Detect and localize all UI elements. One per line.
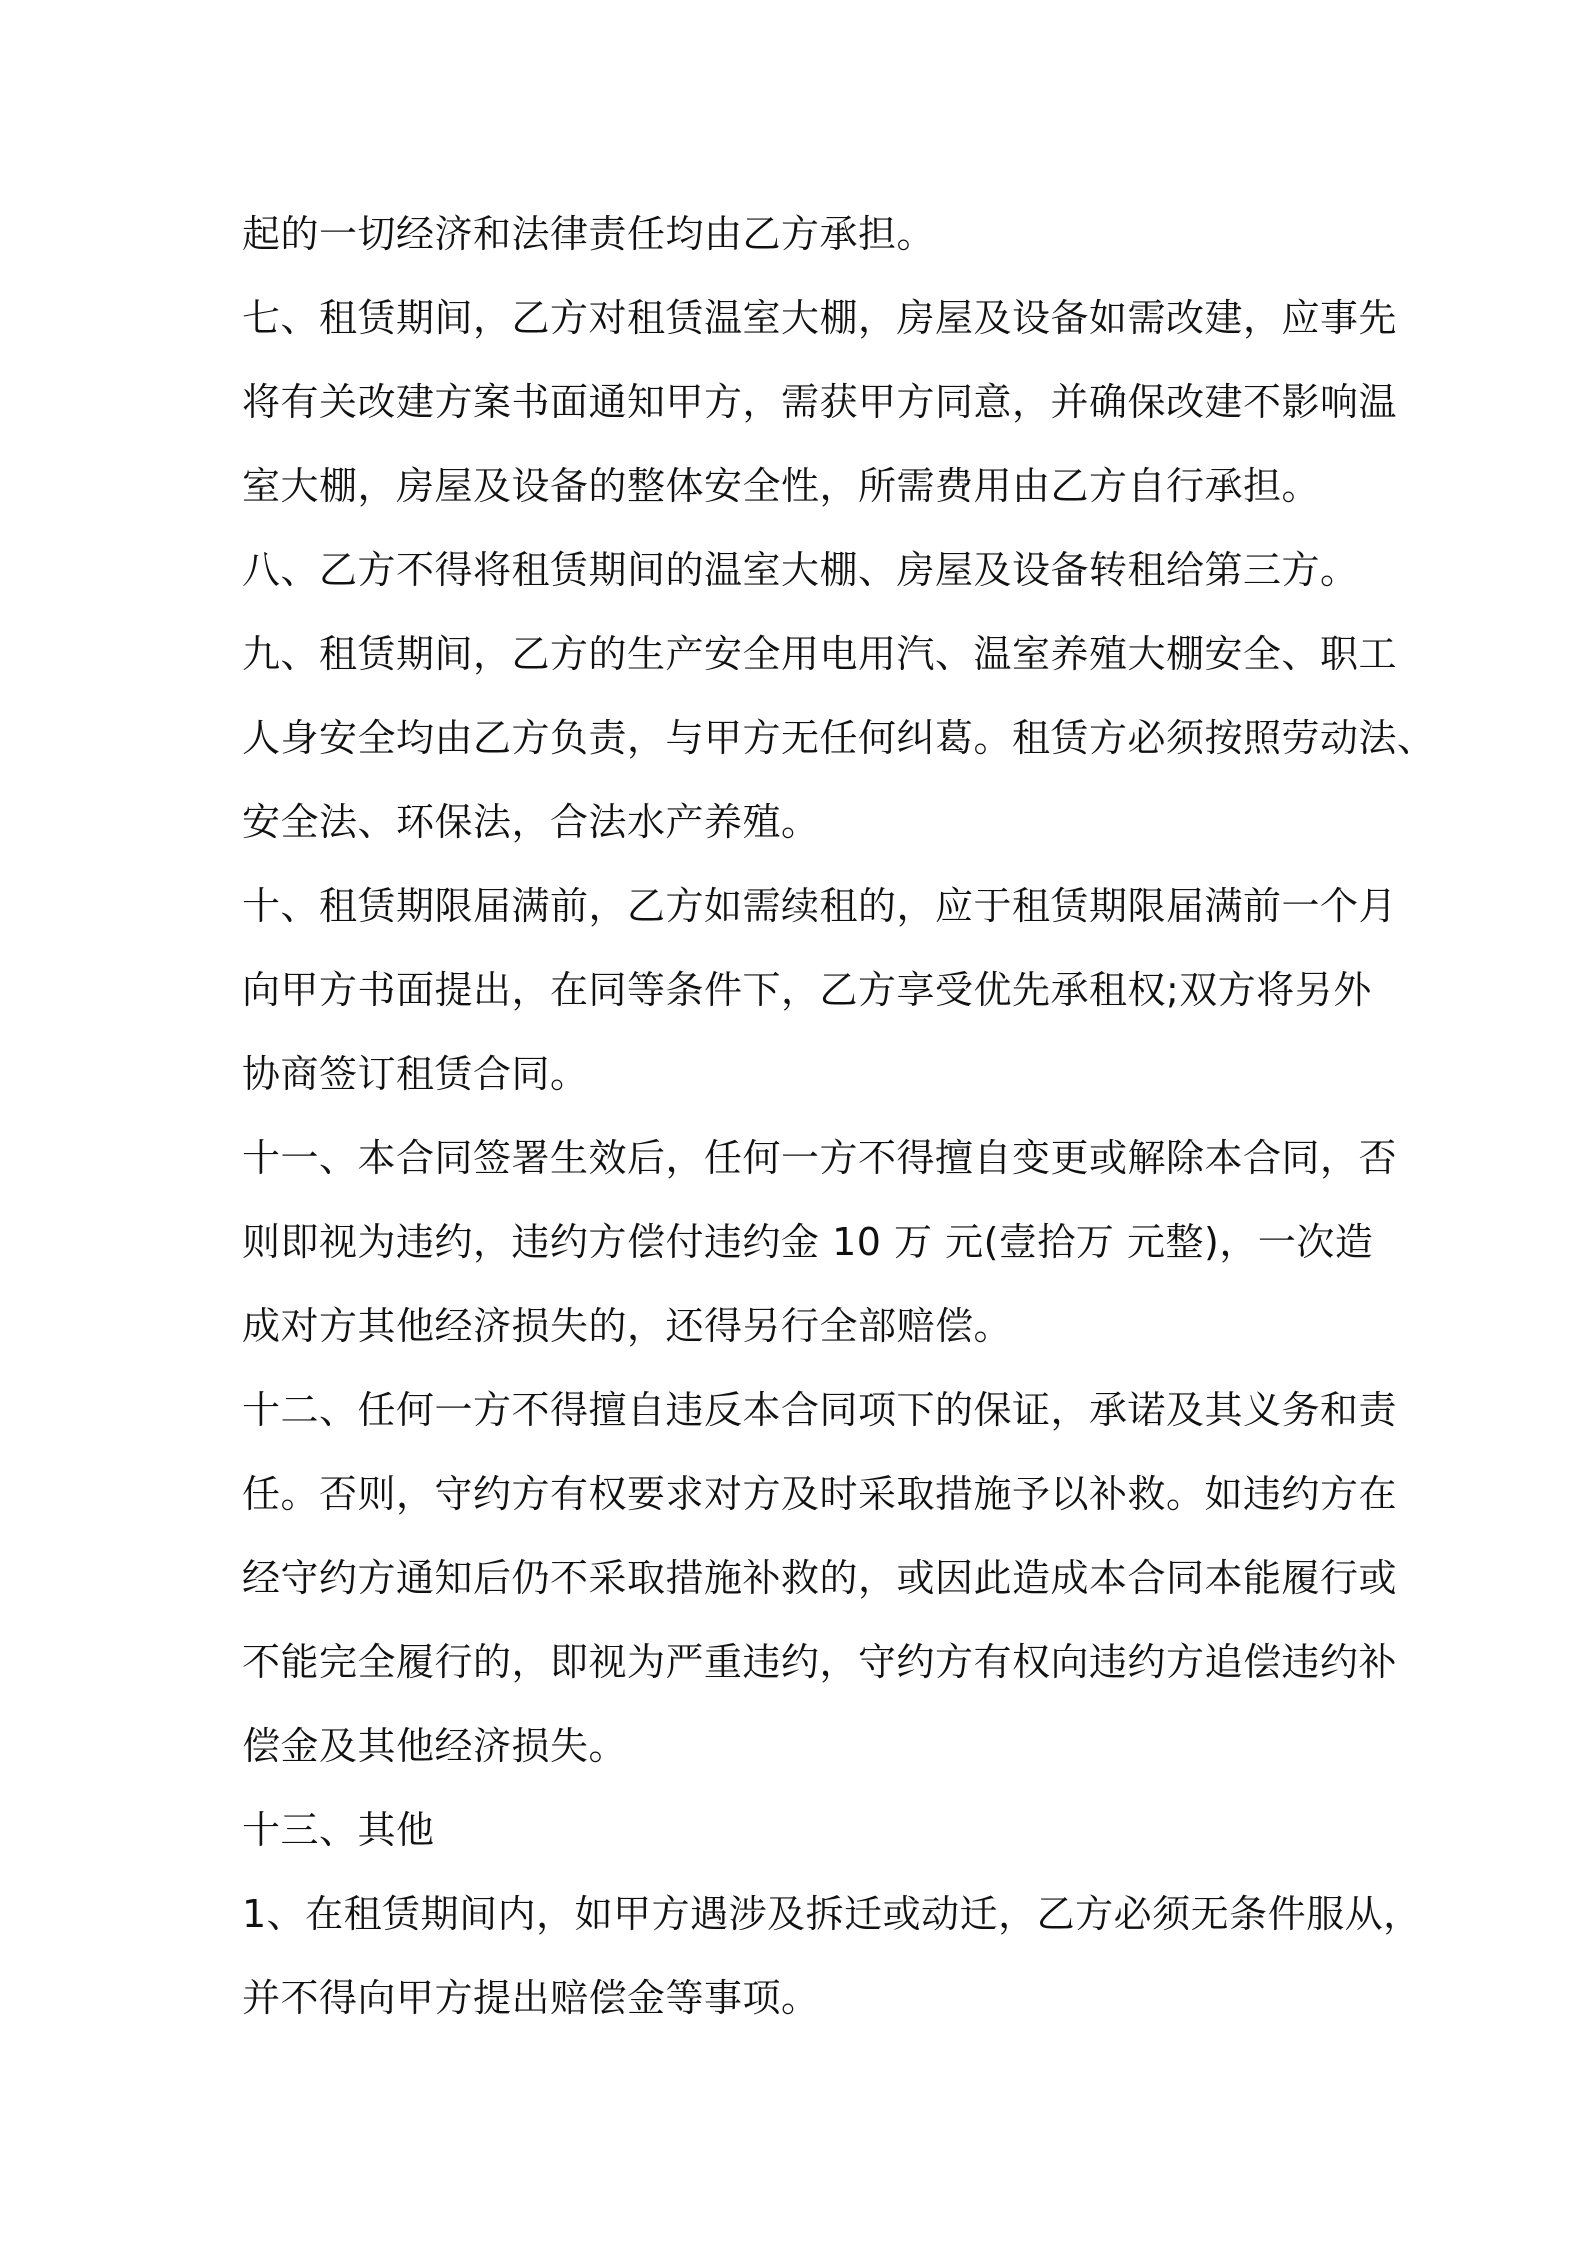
text-line: 则即视为违约，违约方偿付违约金 10 万 元(壹拾万 元整)，一次造 [242,1220,1374,1264]
text-line: 经守约方通知后仍不采取措施补救的，或因此造成本合同本能履行或 [242,1556,1398,1600]
text-line: 协商签订租赁合同。 [242,1052,589,1096]
text-line: 十三、其他 [242,1808,435,1852]
text-line: 八、乙方不得将租赁期间的温室大棚、房屋及设备转租给第三方。 [242,548,1359,592]
text-line: 向甲方书面提出，在同等条件下，乙方享受优先承租权;双方将另外 [242,968,1372,1012]
text-line: 1、在租赁期间内，如甲方遇涉及拆迁或动迁，乙方必须无条件服从， [242,1892,1422,1936]
text-line: 偿金及其他经济损失。 [242,1724,628,1768]
text-line: 将有关改建方案书面通知甲方，需获甲方同意，并确保改建不影响温 [242,380,1398,424]
text-line: 起的一切经济和法律责任均由乙方承担。 [242,212,936,256]
text-line: 九、租赁期间，乙方的生产安全用电用汽、温室养殖大棚安全、职工 [242,632,1398,676]
text-line: 十二、任何一方不得擅自违反本合同项下的保证，承诺及其义务和责 [242,1388,1398,1432]
text-line: 十一、本合同签署生效后，任何一方不得擅自变更或解除本合同，否 [242,1136,1398,1180]
contract-text [242,192,1436,2040]
text-line: 并不得向甲方提出赔偿金等事项。 [242,1976,820,2020]
text-line: 室大棚，房屋及设备的整体安全性，所需费用由乙方自行承担。 [242,464,1321,508]
text-line: 成对方其他经济损失的，还得另行全部赔偿。 [242,1304,1013,1348]
text-line: 十、租赁期限届满前，乙方如需续租的，应于租赁期限届满前一个月 [242,884,1398,928]
text-line: 安全法、环保法，合法水产养殖。 [242,800,820,844]
text-line: 人身安全均由乙方负责，与甲方无任何纠葛。租赁方必须按照劳动法、 [242,716,1436,760]
text-line: 不能完全履行的，即视为严重违约，守约方有权向违约方追偿违约补 [242,1640,1398,1684]
text-line: 七、租赁期间，乙方对租赁温室大棚，房屋及设备如需改建，应事先 [242,296,1398,340]
text-line: 任。否则，守约方有权要求对方及时采取措施予以补救。如违约方在 [242,1472,1398,1516]
